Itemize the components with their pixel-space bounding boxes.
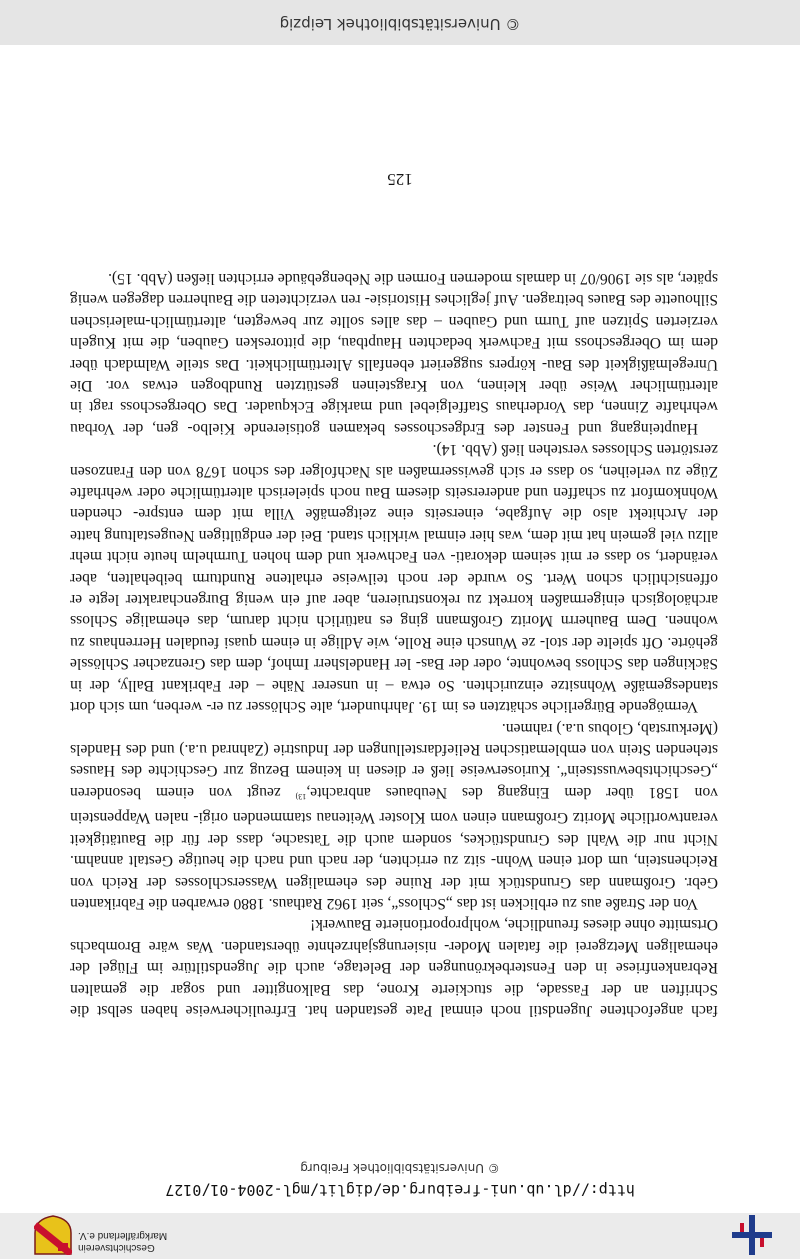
- body-text: [70, 268, 718, 1021]
- footer-band: [0, 0, 800, 45]
- footer-copyright: © Universitätsbibliothek Leipzig: [279, 15, 521, 33]
- society-line-1: Geschichtsverein: [78, 1242, 155, 1253]
- society-crest-icon: [34, 1215, 72, 1255]
- source-url[interactable]: http://dl.ub.uni-freiburg.de/diglit/mgl-2004-01/0127: [165, 1181, 635, 1199]
- society-name: [78, 1229, 198, 1253]
- society-line-2: Markgräflerland e.V.: [78, 1230, 168, 1241]
- footnote-marker: 13): [295, 791, 307, 801]
- header-band: [0, 1213, 800, 1259]
- paragraph-4: Haupteingang und Fenster des Erdgeschosses bekamen gotisierende Kielbo- gen, der Vorbau wehrhafte Zinnen, das Vorderhaus Staffelgiebel und markige Eckquader. Das Obergeschoss ragt in altertümlicher Weise über kleinen, von Kragsteinen gestützten Rundbogen etwas vor. Die Unregelmäßigkeit des Bau- körpers suggeriert ebenfalls Altertümlichkeit. Das steile Walmdach über dem im Obergeschoss mit Fachwerk bedachten Hauptbau, die pittoresken Gauben, die mit Kugeln verzierten Spitzen auf Turm und Gauben – das alles sollte zur bewegten, altertümlich-malerischen Silhouette des Baues beitragen. Auf jegliches Historisie- ren verzichteten die Bauherren dagegen wenig später, als sie 1906/07 in damals modernen Formen die Nebengebäude errichten ließen (Abb. 15).: [69, 270, 718, 437]
- copyright-line: © Universitätsbibliothek Freiburg: [300, 1161, 500, 1175]
- paragraph-3: Vermögende Bürgerliche schätzten es im 19. Jahrhundert, alte Schlösser zu er- werben, um sich dort standesgemäße Wohnsitze einzurichten. So etwa – in unserer Nähe – der Fabrikant Bally, der in Säckingen das Schloss bewohnte, oder der Bas- ler Handelsherr Imhof, dem das Grenzacher Schlössle gehörte. Oft spielte der stol- ze Wunsch eine Rolle, wie Adlige in einem quasi feudalen Herrenhaus zu wohnen. Dem Bauherrn Moritz Großmann ging es natürlich nicht darum, das ehemalige Schloss archäologisch einigermaßen korrekt zu rekonstruieren, aber auf ein wenig Burgencharakter legte er offensichtlich schon Wert. So wurde der noch teilweise erhaltene Rundturm beibehalten, aber verändert, so dass er mit seinem dekorati- ven Fachwerk und dem hohen Turmhelm heute nicht mehr allzu viel gemein hat mit dem, was hier einmal wirklich stand. Bei der endgültigen Neugestaltung hatte der Architekt also die Aufgabe, einerseits eine zeitgemäße Villa mit dem entspre- chenden Wohnkomfort zu schaffen und andererseits diesem Bau noch spielerisch altertümliche oder wehrhafte Züge zu verleihen, so dass er sich gewissermaßen als Nachfolger des schon 1678 von den Franzosen zerstörten Schlosses verstehen ließ (Abb. 14).: [69, 441, 718, 716]
- paragraph-2: Von der Straße aus zu erblicken ist das „Schloss“, seit 1962 Rathaus. 1880 erwarben die Fabrikanten Gebr. Großmann das Grundstück mit der Ruine des ehemaligen Wasserschlosses der Reich von Reichenstein, um dort einen Wohn- sitz zu errichten, der nach und nach die heutige Gestalt annahm. Nicht nur die Wahl des Grundstückes, sondern auch die Tatsache, dass der für die Bautätigkeit verantwortliche Moritz Großmann einen vom Kloster Weitenau stammenden origi- nalen Wappenstein von 1581 über dem Eingang des Neubaues anbrachte,$^{13)}$ zeugt von einem besonderen „Geschichtsbewusstsein“. Kurioserweise ließ er diesen in keinem Bezug zur Geschichte des Hauses stehenden Stein von emblematischen Reliefdarstellungen der Industrie (Zahnrad u.a.) und des Handels (Merkurstab, Globus u.a.) rahmen.: [70, 719, 718, 912]
- university-library-logo-icon: [732, 1215, 772, 1255]
- paragraph-1: fach angefochtene Jugendstil noch einmal Pate gestanden hat. Erfreulicherweise haben selbst die Schriften an der Fassade, die stuckierte Krone, das Balkongitter und sogar die gemalten Rebrankenfriese in den Fensterbekrönungen der Beletage, auch die Jugendstiltüre im Flügel der ehemaligen Metzgerei die fatalen Moder- nisierungsjahrzehnte überstanden. Was wäre Brombachs Ortsmitte ohne dieses freundliche, wohlproportionierte Bauwerk!: [69, 916, 718, 1019]
- page-number: 125: [387, 170, 413, 189]
